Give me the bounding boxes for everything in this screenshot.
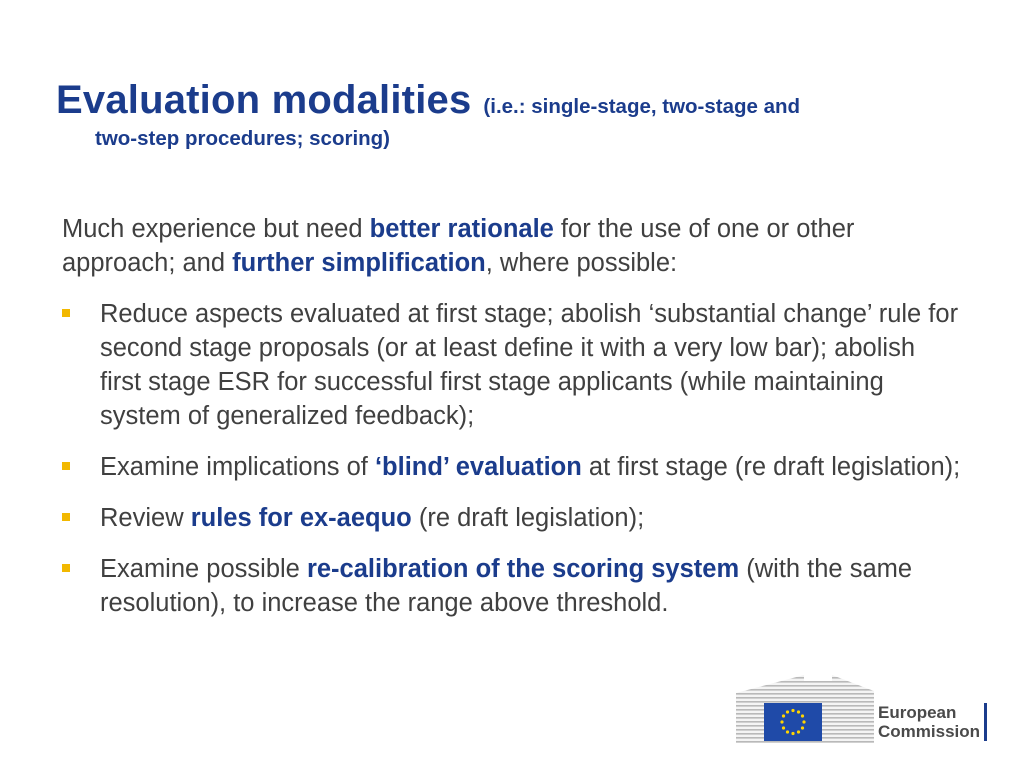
logo-accent-bar xyxy=(984,703,987,741)
slide-title xyxy=(56,78,956,151)
bullet-item xyxy=(62,552,962,620)
intro-paragraph xyxy=(62,212,962,280)
bullet-item xyxy=(62,297,962,433)
bullet-highlight: rules for ex-aequo xyxy=(190,504,412,532)
bullet-text: Examine possible xyxy=(100,555,307,583)
bullet-list xyxy=(62,297,962,620)
title-line xyxy=(56,78,956,123)
title-subtitle: (i.e.: single-stage, two-stage and xyxy=(483,95,801,118)
yellow-square-bullet-icon xyxy=(62,513,70,521)
logo-line-commission: Commission xyxy=(878,722,981,741)
logo-wordmark xyxy=(878,703,980,741)
eu-flag-icon xyxy=(764,703,822,741)
intro-highlight-simplification: further simplification xyxy=(232,249,486,277)
intro-text: , where possible: xyxy=(485,249,678,277)
berlaymont-building-icon xyxy=(736,673,876,745)
title-subtitle-continued: two-step procedures; scoring) xyxy=(95,127,391,150)
bullet-highlight: ‘blind’ evaluation xyxy=(374,453,582,481)
intro-highlight-rationale: better rationale xyxy=(369,215,554,243)
bullet-text: Examine implications of xyxy=(100,453,375,481)
yellow-square-bullet-icon xyxy=(62,309,70,317)
logo-line-european: European xyxy=(878,703,957,722)
bullet-text: (re draft legislation); xyxy=(411,504,645,532)
bullet-text: Reduce aspects evaluated at first stage; abolish ‘substantial change’ rule for second stage proposals (or at least define it with a very low bar); abolish first stage ESR for successful first stage applicants (while maintaining system of generalized feedback); xyxy=(100,300,959,430)
european-commission-logo xyxy=(736,673,992,745)
intro-text: for the use of one or other approach; and xyxy=(62,215,855,277)
title-main: Evaluation modalities xyxy=(56,78,472,122)
slide-body xyxy=(62,212,962,637)
bullet-text: at first stage (re draft legislation); xyxy=(581,453,961,481)
bullet-text: (with the same resolution), to increase the range above threshold. xyxy=(100,555,913,617)
bullet-text: Review xyxy=(100,504,191,532)
bullet-highlight: re-calibration of the scoring system xyxy=(306,555,740,583)
yellow-square-bullet-icon xyxy=(62,462,70,470)
bullet-item xyxy=(62,501,962,535)
yellow-square-bullet-icon xyxy=(62,564,70,572)
intro-text: Much experience but need xyxy=(62,215,370,243)
bullet-item xyxy=(62,450,962,484)
